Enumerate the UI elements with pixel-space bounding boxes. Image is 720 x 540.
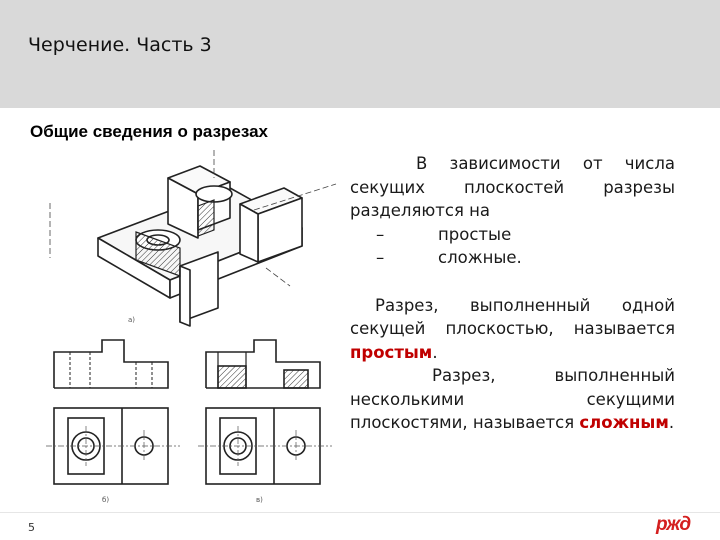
bullet-dash: –: [376, 248, 385, 267]
simple-section-paragraph: [350, 294, 675, 365]
section-heading: Общие сведения о разрезах: [30, 122, 269, 141]
bullet-dash: –: [376, 224, 385, 244]
orthographic-view-right: [192, 330, 342, 510]
bullet-label-complex: сложные.: [438, 248, 522, 267]
footer-divider: [0, 512, 720, 513]
complex-term: сложным: [579, 413, 669, 432]
orthographic-view-left: [40, 330, 190, 510]
simple-definition-text: Разрез, выполненный одной секущей плоскостью, называется: [350, 295, 675, 338]
slide-title: Черчение. Часть 3: [28, 34, 212, 56]
complex-period: .: [668, 413, 675, 432]
complex-section-paragraph: [350, 364, 675, 435]
rzd-logo: ржд: [656, 514, 691, 535]
list-item: [350, 246, 675, 270]
simple-term: простым: [350, 342, 433, 362]
simple-period: .: [432, 342, 438, 362]
figure-label-right: в): [256, 496, 263, 504]
bullet-label-simple: простые: [438, 224, 512, 244]
complex-definition-text: Разрез, выполненный несколькими секущими плоскостями, называется: [350, 366, 675, 432]
list-item: [350, 223, 675, 247]
page-number: 5: [28, 521, 35, 534]
header-bar: [0, 0, 720, 108]
intro-paragraph: В зависимости от числа секущих плоскостей разрезы разделяются на: [350, 154, 675, 220]
figure-label-left: б): [102, 496, 110, 504]
body-text: [350, 152, 675, 435]
figure-label-iso: а): [128, 316, 136, 324]
isometric-section-drawing: [40, 148, 340, 328]
